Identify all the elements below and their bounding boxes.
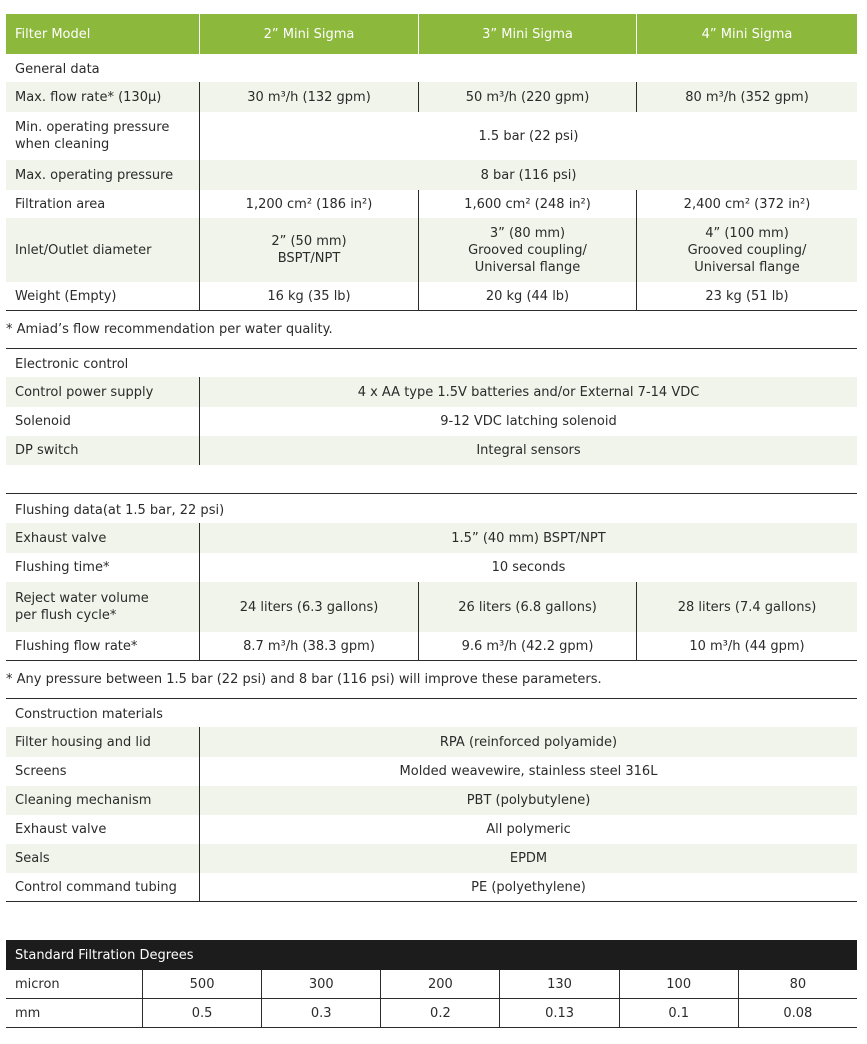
row-value: 9.6 m³/h (42.2 gpm) xyxy=(418,632,636,660)
section-construction xyxy=(6,699,857,727)
row-label-line: when cleaning xyxy=(15,137,110,152)
row-value: 80 m³/h (352 gpm) xyxy=(636,82,857,112)
table-row xyxy=(6,377,857,407)
row-label: DP switch xyxy=(15,443,79,458)
row-label: Inlet/Outlet diameter xyxy=(15,242,152,258)
table-row xyxy=(6,727,857,757)
degree-value: 0.1 xyxy=(619,999,738,1027)
row-value: 10 seconds xyxy=(199,553,857,582)
row-value: 1,200 cm² (186 in²) xyxy=(199,190,418,218)
row-label-line: per flush cycle* xyxy=(15,608,117,623)
value-line: 2” (50 mm) xyxy=(271,234,347,249)
row-label: Filter housing and lid xyxy=(15,734,151,750)
section-title: Electronic control xyxy=(15,357,129,372)
value-line: Grooved coupling/ xyxy=(687,242,807,258)
spec-sheet xyxy=(6,0,857,1028)
row-label: Weight (Empty) xyxy=(15,288,117,304)
value-line: 4” (100 mm) xyxy=(705,225,789,241)
header-model-4: 4” Mini Sigma xyxy=(636,14,857,54)
row-value: 24 liters (6.3 gallons) xyxy=(199,582,418,632)
row-label: Flushing flow rate* xyxy=(15,638,138,654)
section-title-suffix: (at 1.5 bar, 22 psi) xyxy=(102,503,225,518)
row-label-line: Min. operating pressure xyxy=(15,120,170,135)
table-row xyxy=(6,407,857,436)
table-row xyxy=(6,523,857,553)
value-line: Universal flange xyxy=(474,259,581,275)
degree-value: 300 xyxy=(261,970,380,998)
section-electronic xyxy=(6,349,857,377)
value-line: Universal flange xyxy=(694,259,800,275)
row-label: Control power supply xyxy=(15,384,154,400)
table-row xyxy=(6,218,857,282)
filtration-degrees-header: Standard Filtration Degrees xyxy=(6,940,857,970)
row-value: 28 liters (7.4 gallons) xyxy=(636,582,857,632)
table-row xyxy=(6,436,857,465)
spacer xyxy=(6,465,857,494)
table-row xyxy=(6,873,857,902)
header-filter-model: Filter Model xyxy=(15,26,91,42)
degree-value: 500 xyxy=(142,970,261,998)
row-label: Max. operating pressure xyxy=(15,167,174,183)
row-label: Solenoid xyxy=(15,414,71,429)
row-label: Filtration area xyxy=(15,196,106,212)
row-label-line: Reject water volume xyxy=(15,591,149,606)
row-value: 50 m³/h (220 gpm) xyxy=(418,82,636,112)
row-value: 8.7 m³/h (38.3 gpm) xyxy=(199,632,418,660)
footnote-pressure: * Any pressure between 1.5 bar (22 psi) and 8 bar (116 psi) will improve these parameters. xyxy=(6,661,857,699)
row-label xyxy=(6,112,199,160)
table-row xyxy=(6,632,857,661)
header-model-3: 3” Mini Sigma xyxy=(418,14,636,54)
section-title: Flushing data xyxy=(15,503,103,518)
row-label: Exhaust valve xyxy=(15,822,107,837)
table-row xyxy=(6,553,857,582)
row-value xyxy=(636,218,857,282)
table-row xyxy=(6,757,857,786)
row-value: 1.5 bar (22 psi) xyxy=(199,112,857,160)
row-value: 16 kg (35 lb) xyxy=(199,282,418,310)
degree-value: 0.2 xyxy=(380,999,499,1027)
row-value: 9-12 VDC latching solenoid xyxy=(199,407,857,436)
row-label: Seals xyxy=(15,851,50,866)
row-value: 20 kg (44 lb) xyxy=(418,282,636,310)
degree-value: 80 xyxy=(738,970,857,998)
table-row-mm xyxy=(6,999,857,1028)
row-label: micron xyxy=(15,976,60,992)
degree-value: 130 xyxy=(499,970,618,998)
degree-value: 0.3 xyxy=(261,999,380,1027)
table-row xyxy=(6,786,857,815)
row-label: Cleaning mechanism xyxy=(15,793,152,808)
row-value: EPDM xyxy=(199,844,857,873)
row-value: 1.5” (40 mm) BSPT/NPT xyxy=(199,523,857,553)
row-value: PBT (polybutylene) xyxy=(199,786,857,815)
row-value: 8 bar (116 psi) xyxy=(199,160,857,190)
row-label xyxy=(6,582,199,632)
row-label: Screens xyxy=(15,764,67,779)
table-row-micron xyxy=(6,970,857,999)
degree-value: 0.08 xyxy=(738,999,857,1027)
table-header xyxy=(6,14,857,54)
row-value: 10 m³/h (44 gpm) xyxy=(636,632,857,660)
footnote-flow: * Amiad’s flow recommendation per water quality. xyxy=(6,311,857,349)
section-flushing xyxy=(6,494,857,523)
row-value: Integral sensors xyxy=(199,436,857,465)
table-row xyxy=(6,160,857,190)
row-label: mm xyxy=(15,1005,41,1021)
value-line: BSPT/NPT xyxy=(277,251,341,266)
row-value: RPA (reinforced polyamide) xyxy=(199,727,857,757)
value-line: 3” (80 mm) xyxy=(489,225,566,241)
degree-value: 100 xyxy=(619,970,738,998)
degree-value: 200 xyxy=(380,970,499,998)
row-label: Control command tubing xyxy=(15,879,177,895)
row-label: Flushing time* xyxy=(15,560,110,575)
section-general xyxy=(6,54,857,82)
row-value: 23 kg (51 lb) xyxy=(636,282,857,310)
row-value xyxy=(199,218,418,282)
row-value: Molded weavewire, stainless steel 316L xyxy=(199,757,857,786)
row-value: PE (polyethylene) xyxy=(199,873,857,901)
table-row xyxy=(6,282,857,311)
table-row xyxy=(6,190,857,218)
row-label: Exhaust valve xyxy=(15,530,107,546)
section-title: Construction materials xyxy=(15,707,163,722)
row-value: 2,400 cm² (372 in²) xyxy=(636,190,857,218)
section-title: General data xyxy=(15,62,100,77)
header-model-2: 2” Mini Sigma xyxy=(199,14,418,54)
table-row xyxy=(6,82,857,112)
row-value: All polymeric xyxy=(199,815,857,844)
degree-value: 0.5 xyxy=(142,999,261,1027)
row-label: Max. flow rate* (130µ) xyxy=(15,89,162,105)
table-row xyxy=(6,844,857,873)
table-row xyxy=(6,815,857,844)
table-row xyxy=(6,582,857,632)
degree-value: 0.13 xyxy=(499,999,618,1027)
row-value: 4 x AA type 1.5V batteries and/or External 7-14 VDC xyxy=(199,377,857,407)
row-value: 30 m³/h (132 gpm) xyxy=(199,82,418,112)
row-value: 26 liters (6.8 gallons) xyxy=(418,582,636,632)
table-row xyxy=(6,112,857,160)
value-line: Grooved coupling/ xyxy=(468,242,587,258)
row-value xyxy=(418,218,636,282)
row-value: 1,600 cm² (248 in²) xyxy=(418,190,636,218)
